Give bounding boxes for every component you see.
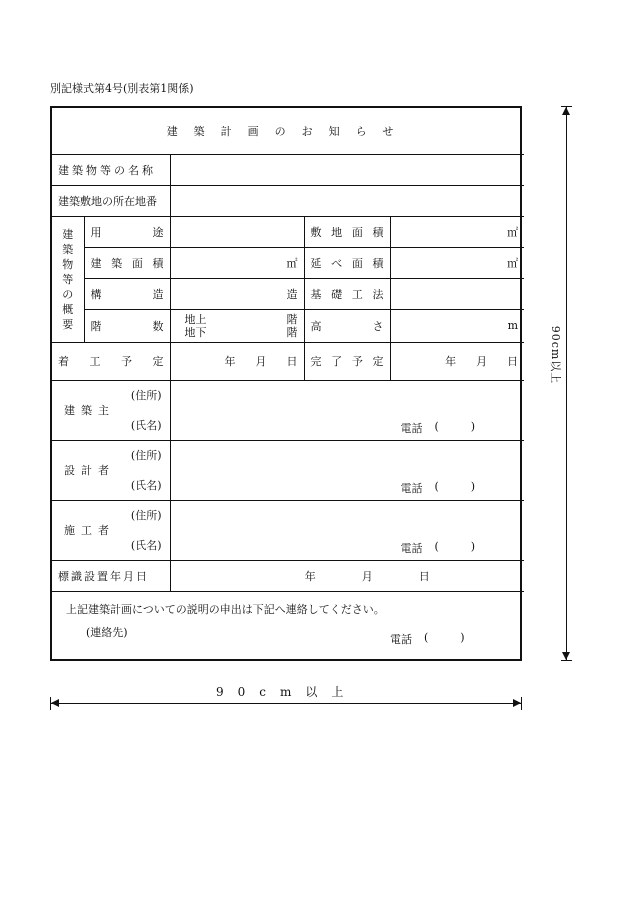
field-posted-date[interactable]: 年 月 日 — [170, 560, 524, 591]
field-foundation[interactable] — [390, 278, 524, 309]
label-completion: 完 了 予 定 — [304, 342, 390, 380]
horizontal-dimension-label: 90cm以上 — [216, 685, 358, 699]
field-building-name[interactable] — [170, 154, 524, 185]
form-title: 建築計画のお知らせ — [52, 108, 524, 154]
contact-label: (連絡先) — [86, 625, 128, 639]
field-contractor[interactable] — [170, 500, 524, 560]
label-height: 高 さ — [304, 309, 390, 342]
vertical-dimension-label: 90cm以上 — [549, 325, 562, 385]
label-owner: 建築主 (住所) (氏名) — [52, 380, 170, 440]
label-site-address: 建築敷地の所在地番 — [52, 185, 170, 216]
label-contractor: 施工者 (住所) (氏名) — [52, 500, 170, 560]
field-structure[interactable] — [170, 278, 304, 309]
label-structure: 構 造 — [84, 278, 170, 309]
unit-m2: ㎡ — [286, 256, 298, 270]
arrow-down-icon — [562, 652, 570, 660]
field-completion[interactable]: 年 月 日 — [390, 342, 524, 380]
label-building-overview: 建 築 物 等 の 概 要 — [52, 216, 84, 342]
unit-m2: ㎡ — [507, 225, 519, 239]
arrow-up-icon — [562, 107, 570, 115]
field-floor-area[interactable] — [390, 247, 524, 278]
label-floor-area: 延 べ 面 積 — [304, 247, 390, 278]
field-height[interactable] — [390, 309, 524, 342]
unit-structure: 造 — [286, 287, 298, 301]
arrow-left-icon — [51, 699, 59, 707]
label-building-area: 建 築 面 積 — [84, 247, 170, 278]
field-designer[interactable] — [170, 440, 524, 500]
vertical-dimension-cap-bottom — [561, 660, 572, 661]
unit-m: m — [507, 319, 519, 332]
label-floors: 階 数 — [84, 309, 170, 342]
floors-below-label: 地下 — [184, 325, 207, 339]
label-building-name: 建築物等の名称 — [52, 154, 170, 185]
label-posted-date: 標識設置年月日 — [52, 560, 170, 591]
owner-tel: 電話 ( ) — [400, 419, 476, 435]
label-site-area: 敷 地 面 積 — [304, 216, 390, 247]
label-use: 用 途 — [84, 216, 170, 247]
field-site-area[interactable] — [390, 216, 524, 247]
arrow-right-icon — [513, 699, 521, 707]
notice-board-form — [50, 106, 522, 661]
notice-section — [52, 591, 524, 659]
horizontal-dimension-cap-right — [521, 697, 522, 710]
designer-tel: 電話 ( ) — [400, 479, 476, 495]
notice-text: 上記建築計画についての説明の申出は下記へ連絡してください。 — [66, 602, 385, 616]
label-construction-start: 着 工 予 定 — [52, 342, 170, 380]
field-site-address[interactable] — [170, 185, 524, 216]
vertical-dimension-line — [566, 106, 567, 661]
contractor-tel: 電話 ( ) — [400, 539, 476, 555]
label-designer: 設計者 (住所) (氏名) — [52, 440, 170, 500]
field-building-area[interactable] — [170, 247, 304, 278]
form-number: 別記様式第4号(別表第1関係) — [50, 82, 194, 95]
contact-tel: 電話 ( ) — [390, 631, 465, 646]
field-floors[interactable]: 地上 階 地下 階 — [170, 309, 304, 342]
horizontal-dimension-line — [50, 703, 522, 704]
label-foundation: 基 礎 工 法 — [304, 278, 390, 309]
field-owner[interactable] — [170, 380, 524, 440]
field-construction-start[interactable]: 年 月 日 — [170, 342, 304, 380]
unit-m2: ㎡ — [507, 256, 519, 270]
field-use[interactable] — [170, 216, 304, 247]
floors-above-label: 地上 — [184, 312, 207, 326]
